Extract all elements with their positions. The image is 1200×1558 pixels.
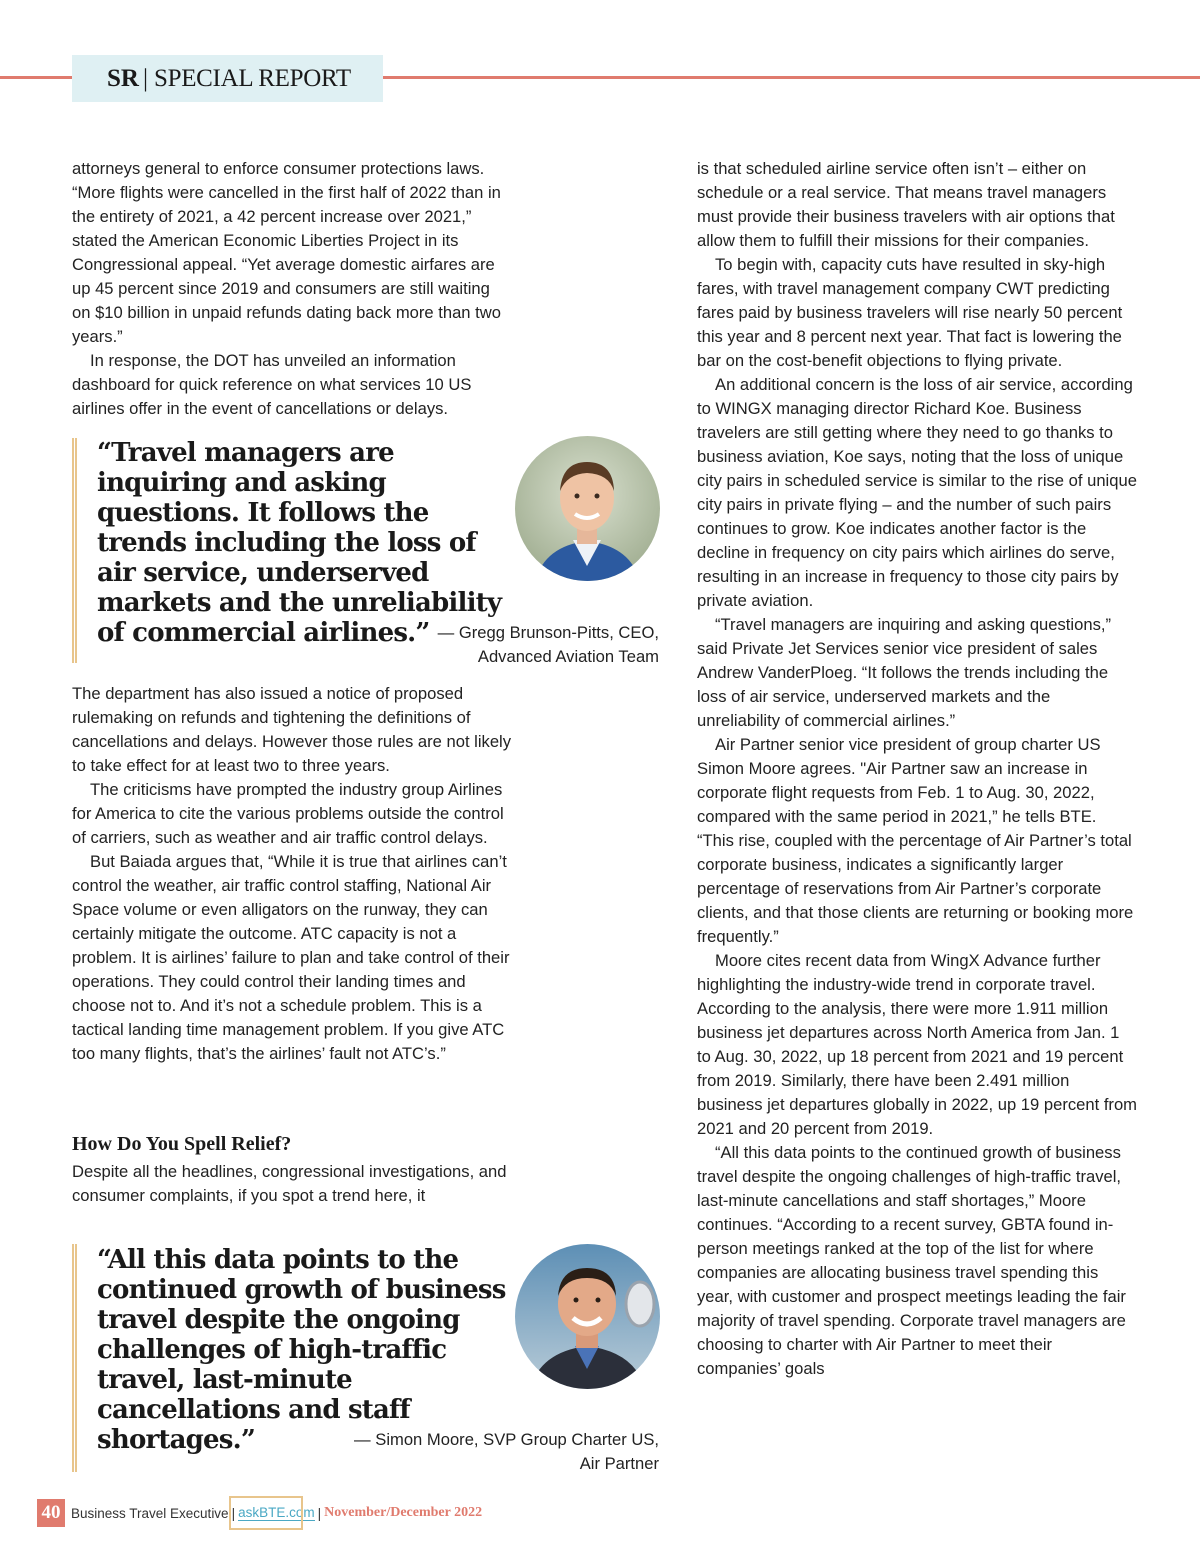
left-column-middle [72, 682, 512, 1066]
paragraph: is that scheduled airline service often isn’t – either on schedule or a real service. That means travel managers must provide their business travelers with air options that allow them to fulfill their missions for their companies. [697, 159, 1115, 250]
pull-quote-bar [72, 1244, 77, 1472]
paragraph: To begin with, capacity cuts have resulted in sky-high fares, with travel management company CWT predicting fares paid by business travelers will rise nearly 50 percent this year and 8 percent next year. That fact is lowering the bar on the cost-benefit objections to flying private. [697, 255, 1123, 370]
pull-quote-2-attribution [319, 1428, 659, 1476]
section-separator: | [142, 64, 148, 92]
attribution-line: Advanced Aviation Team [477, 647, 659, 666]
section-abbr: SR [107, 64, 139, 92]
paragraph: But Baiada argues that, “While it is true that airlines can’t control the weather, air traffic control staffing, National Air Space volume or even alligators on the runway, they can certainly mitigate the outcome. ATC capacity is not a problem. It is airlines’ failure to plan and take control of their operations. They could control their landing times and choose not to. And it’s not a schedule problem. This is a tactical landing time management problem. If you give ATC too many flights, that’s the airlines’ fault not ATC’s.” [72, 852, 510, 1063]
issue-date: November/December 2022 [324, 1505, 483, 1520]
portrait-photo-brunson-pitts [515, 436, 660, 581]
paragraph: Air Partner senior vice president of group charter US Simon Moore agrees. "Air Partner saw an increase in corporate flight requests from Feb. 1 to Aug. 30, 2022, compared with the same period in 2021,” he tells BTE. “This rise, coupled with the percentage of Air Partner’s total corporate business, indicates a significantly larger percentage of reservations from Air Partner’s corporate clients, and that those clients are returning or booking more frequently.” [697, 735, 1134, 946]
footer-separator: | [317, 1505, 322, 1521]
link-focus-outline [229, 1496, 303, 1530]
paragraph: The criticisms have prompted the industry group Airlines for America to cite the various problems outside the control of carriers, such as weather and air traffic control delays. [72, 780, 504, 847]
paragraph: “Travel managers are inquiring and asking questions,” said Private Jet Services senior vice president of sales Andrew VanderPloeg. “It follows the trends including the loss of air service, underserved markets and the unreliability of commercial airlines.” [697, 615, 1111, 730]
left-column-bottom [72, 1160, 512, 1208]
publication-name: Business Travel Executive [71, 1505, 229, 1521]
section-header [72, 55, 383, 102]
paragraph: Moore cites recent data from WingX Advance further highlighting the industry-wide trend in corporate travel. According to the analysis, there were more 1.911 million business jet departures across North America from Jan. 1 to Aug. 30, 2022, up 18 percent from 2021 and 19 percent from 2019. Similarly, there have been 2.491 million business jet departures globally in 2022, up 19 percent from 2021 and 20 percent from 2019. [697, 951, 1138, 1138]
site-link[interactable]: askBTE.com [238, 1505, 315, 1520]
paragraph: The department has also issued a notice of proposed rulemaking on refunds and tightening the definitions of cancellations and delays. However those rules are not likely to take effect for at least two to three years. [72, 684, 512, 775]
pull-quote-2-text: “All this data points to the continued growth of business travel despite the ongoing challenges of high-traffic travel, last-minute cancellations and staff shortages.” [97, 1245, 506, 1455]
paragraph: Despite all the headlines, congressional investigations, and consumer complaints, if you spot a trend here, it [72, 1162, 507, 1205]
paragraph: An additional concern is the loss of air service, according to WINGX managing director Richard Koe. Business travelers are still getting where they need to go thanks to business aviation, Koe says, noting that the loss of unique city pairs in scheduled service is similar to the rise of unique city pairs in private flying – and the number of such pairs continues to grow. Koe indicates another factor is the decline in frequency on city pairs which airlines do serve, resulting in an increase in frequency to those city pairs by private aviation. [697, 375, 1137, 610]
paragraph: In response, the DOT has unveiled an information dashboard for quick reference on what services 10 US airlines offer in the event of cancellations or delays. [72, 351, 472, 418]
section-label: SPECIAL REPORT [153, 64, 351, 92]
header-rule-left [0, 76, 72, 79]
right-column [697, 157, 1137, 1381]
pull-quote-bar [72, 438, 77, 663]
page-number: 40 [37, 1499, 65, 1527]
pull-quote-1-text: “Travel managers are inquiring and asking questions. It follows the trends including the loss of air service, underserved markets and the unreliability of commercial airlines.” [97, 438, 502, 648]
header-rule-right [383, 76, 1200, 79]
attribution-line: — Gregg Brunson-Pitts, CEO, [437, 623, 659, 642]
paragraph: “All this data points to the continued growth of business travel despite the ongoing challenges of high-traffic travel, last-minute cancellations and staff shortages,” Moore continues. “According to a recent survey, GBTA found in-person meetings ranked at the top of the list for where companies are allocating business travel spending this year, with customer and prospect meetings leading the fair majority of travel spending. Corporate travel managers are choosing to charter with Air Partner to meet their companies’ goals [697, 1143, 1126, 1378]
portrait-photo-moore [515, 1244, 660, 1389]
paragraph: attorneys general to enforce consumer protections laws. “More flights were cancelled in the first half of 2022 than in the entirety of 2021, a 42 percent increase over 2021,” stated the American Economic Liberties Project in its Congressional appeal. “Yet average domestic airfares are up 45 percent since 2019 and consumers are still waiting on $10 billion in unpaid refunds dating back more than two years.” [72, 159, 501, 346]
attribution-line: Air Partner [579, 1454, 659, 1473]
footer-separator: | [231, 1505, 236, 1521]
subhead: How Do You Spell Relief? [72, 1133, 292, 1155]
attribution-line: — Simon Moore, SVP Group Charter US, [354, 1430, 659, 1449]
pull-quote-1-attribution [359, 621, 659, 669]
left-column-top [72, 157, 512, 421]
